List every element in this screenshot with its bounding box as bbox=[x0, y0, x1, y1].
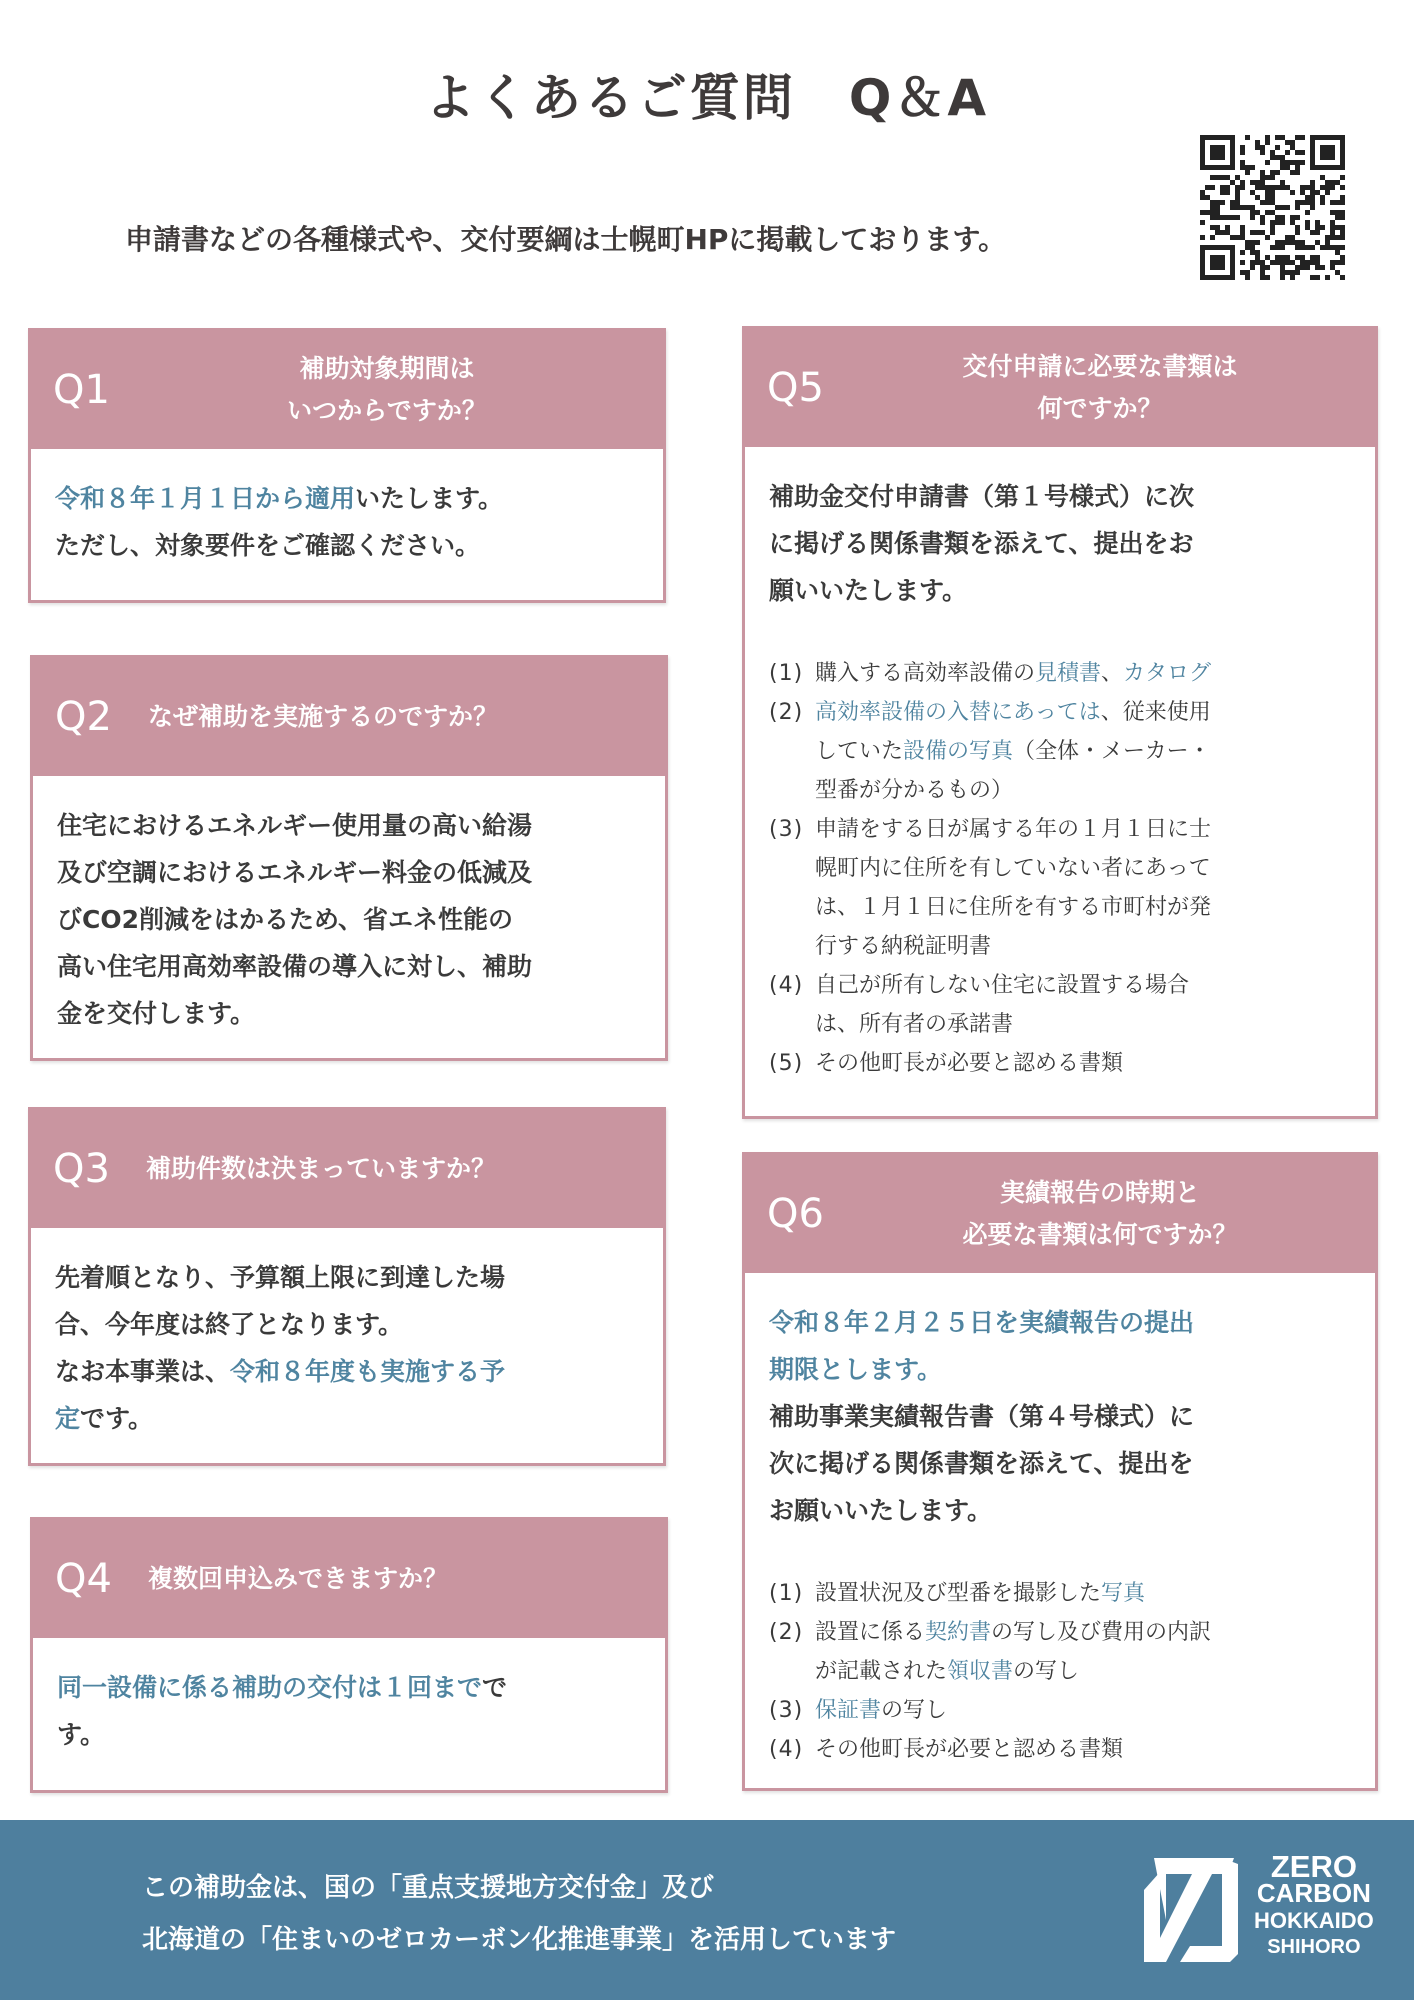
list-number: (2) bbox=[769, 700, 804, 725]
question-title-line: 補助件数は決まっていますか？ bbox=[146, 1154, 497, 1183]
list-segment: その他町長が必要と認める書類 bbox=[815, 1737, 1124, 1762]
highlight-text: 令和８年１月１日から適用 bbox=[55, 484, 356, 513]
answer-body bbox=[745, 447, 1375, 1083]
question-title-line: 複数回申込みできますか？ bbox=[148, 1564, 449, 1593]
answer-paragraph bbox=[55, 1348, 510, 1442]
list-number: (2) bbox=[769, 1620, 804, 1645]
z-logo-icon bbox=[1136, 1850, 1246, 1970]
subtitle: 申請書などの各種様式や、交付要綱は士幌町HPに掲載しております。 bbox=[125, 223, 1007, 256]
answer-body bbox=[31, 449, 663, 569]
answer-paragraph bbox=[769, 1299, 1204, 1393]
answer-text: 住宅におけるエネルギー使用量の高い給湯及び空調におけるエネルギー料金の低減及びCO2削減をはかるため、省エネ性能の高い住宅用高効率設備の導入に対し、補助金を交付します。 bbox=[57, 811, 533, 1028]
answer-text: 補助事業実績報告書（第４号様式）に次に掲げる関係書類を添えて、提出をお願いいたします。 bbox=[769, 1402, 1195, 1525]
question-number: Q6 bbox=[767, 1191, 824, 1237]
list-number: (1) bbox=[769, 661, 804, 686]
list-number: (3) bbox=[769, 1698, 804, 1723]
answer-paragraph bbox=[57, 802, 537, 1037]
list-item bbox=[769, 1691, 1375, 1730]
question-title-line: なぜ補助を実施するのですか？ bbox=[148, 702, 499, 731]
answer-text: です。 bbox=[80, 1404, 154, 1433]
list-text bbox=[815, 654, 1225, 693]
list-segment: 自己が所有しない住宅に設置する場合は、所有者の承諾書 bbox=[815, 973, 1190, 1037]
answer-text: なお本事業は、 bbox=[55, 1357, 231, 1386]
highlight-text: 同一設備に係る補助の交付は１回まで bbox=[57, 1673, 483, 1702]
question-title bbox=[855, 346, 1345, 430]
document-list bbox=[769, 1574, 1375, 1769]
answer-text: です。 bbox=[57, 1673, 508, 1749]
logo-word: CARBON bbox=[1256, 1878, 1371, 1908]
question-title-line: 実績報告の時期と bbox=[999, 1178, 1200, 1207]
answer-body bbox=[31, 1228, 663, 1442]
list-text bbox=[815, 966, 1225, 1044]
highlight-text: 高効率設備の入替にあっては bbox=[815, 700, 1101, 725]
faq-card-q4 bbox=[30, 1517, 668, 1793]
answer-text: 先着順となり、予算額上限に到達した場合、今年度は終了となります。 bbox=[55, 1263, 506, 1339]
faq-card-q2 bbox=[30, 655, 668, 1061]
list-item bbox=[769, 693, 1375, 810]
list-number: (4) bbox=[769, 1737, 804, 1762]
list-segment: の写し及び費用の内訳が記載された bbox=[815, 1620, 1212, 1684]
answer-paragraph bbox=[769, 473, 1204, 614]
question-title-line: 何ですか？ bbox=[1037, 394, 1163, 423]
list-item bbox=[769, 1613, 1375, 1691]
faq-card-q5 bbox=[742, 326, 1378, 1119]
logo-word: SHIHORO bbox=[1267, 1936, 1361, 1958]
list-segment: の写し bbox=[881, 1698, 948, 1723]
qr-code-icon bbox=[1200, 135, 1345, 280]
highlight-text: カタログ bbox=[1123, 661, 1212, 686]
question-title-line: 交付申請に必要な書類は bbox=[962, 352, 1238, 381]
list-item bbox=[769, 1730, 1375, 1769]
card-header bbox=[31, 331, 663, 449]
question-title bbox=[146, 1148, 633, 1190]
document-list bbox=[769, 654, 1375, 1083]
list-segment: 設置状況及び型番を撮影した bbox=[815, 1581, 1102, 1606]
card-header bbox=[745, 329, 1375, 447]
question-number: Q1 bbox=[53, 367, 110, 413]
list-segment: 申請をする日が属する年の１月１日に士幌町内に住所を有していない者にあっては、１月１日に住所を有する市町村が発行する納税証明書 bbox=[815, 817, 1212, 959]
question-title-line: 補助対象期間は bbox=[299, 354, 475, 383]
question-number: Q3 bbox=[53, 1146, 110, 1192]
question-title bbox=[148, 696, 635, 738]
list-segment: 、従来使用していた bbox=[815, 700, 1211, 764]
highlight-text: 見積書 bbox=[1035, 661, 1102, 686]
card-header bbox=[745, 1155, 1375, 1273]
list-text bbox=[815, 1613, 1225, 1691]
faq-card-q1 bbox=[28, 328, 666, 603]
highlight-text: 令和８年２月２５日を実績報告の提出期限とします。 bbox=[769, 1308, 1195, 1384]
list-item bbox=[769, 654, 1375, 693]
question-title-line: いつからですか？ bbox=[287, 396, 487, 425]
question-title bbox=[148, 1558, 635, 1600]
list-number: (1) bbox=[769, 1581, 804, 1606]
footer-line: 北海道の「住まいのゼロカーボン化推進事業」を活用しています bbox=[142, 1925, 897, 1955]
page-title: よくあるご質問 Q＆A bbox=[424, 69, 990, 127]
highlight-text: 契約書 bbox=[925, 1620, 992, 1645]
list-segment: 購入する高効率設備の bbox=[815, 661, 1036, 686]
faq-card-q6 bbox=[742, 1152, 1378, 1791]
zero-carbon-logo bbox=[1136, 1850, 1406, 1970]
footer-line: この補助金は、国の「重点支援地方交付金」及び bbox=[142, 1873, 715, 1903]
answer-text: 補助金交付申請書（第１号様式）に次に掲げる関係書類を添えて、提出をお願いいたします。 bbox=[769, 482, 1195, 605]
list-segment: の写し bbox=[1013, 1659, 1080, 1684]
list-text bbox=[815, 1574, 1225, 1613]
list-item bbox=[769, 966, 1375, 1044]
question-title bbox=[141, 348, 633, 432]
answer-body bbox=[33, 776, 665, 1037]
answer-paragraph bbox=[769, 1393, 1204, 1534]
list-text bbox=[815, 1691, 1225, 1730]
question-number: Q4 bbox=[55, 1556, 112, 1602]
highlight-text: 保証書 bbox=[815, 1698, 882, 1723]
list-number: (5) bbox=[769, 1051, 804, 1076]
list-text bbox=[815, 1044, 1225, 1083]
list-text bbox=[815, 1730, 1225, 1769]
logo-word: HOKKAIDO bbox=[1254, 1908, 1374, 1933]
answer-paragraph bbox=[55, 1254, 510, 1348]
list-text bbox=[815, 693, 1225, 810]
list-text bbox=[815, 810, 1225, 966]
question-title-line: 必要な書類は何ですか？ bbox=[962, 1220, 1238, 1249]
list-segment: 、 bbox=[1101, 661, 1124, 686]
card-header bbox=[31, 1110, 663, 1228]
list-segment: （全体・メーカー・型番が分かるもの） bbox=[815, 739, 1211, 803]
list-segment: 設置に係る bbox=[815, 1620, 926, 1645]
footer-text bbox=[142, 1862, 896, 1966]
list-segment: その他町長が必要と認める書類 bbox=[815, 1051, 1124, 1076]
card-header bbox=[33, 1520, 665, 1638]
logo-word: ZERO bbox=[1270, 1849, 1357, 1884]
highlight-text: 令和８年度も実施する予定 bbox=[55, 1357, 506, 1433]
list-number: (3) bbox=[769, 817, 804, 842]
answer-body bbox=[745, 1273, 1375, 1769]
answer-paragraph bbox=[55, 475, 515, 569]
answer-body bbox=[33, 1638, 665, 1758]
list-item bbox=[769, 1574, 1375, 1613]
highlight-text: 領収書 bbox=[947, 1659, 1014, 1684]
question-number: Q5 bbox=[767, 365, 824, 411]
faq-card-q3 bbox=[28, 1107, 666, 1466]
highlight-text: 写真 bbox=[1101, 1581, 1146, 1606]
highlight-text: 設備の写真 bbox=[903, 739, 1014, 764]
list-number: (4) bbox=[769, 973, 804, 998]
list-item bbox=[769, 810, 1375, 966]
card-header bbox=[33, 658, 665, 776]
question-title bbox=[855, 1172, 1345, 1256]
question-number: Q2 bbox=[55, 694, 112, 740]
answer-text: いたします。ただし、対象要件をご確認ください。 bbox=[55, 484, 504, 560]
list-item bbox=[769, 1044, 1375, 1083]
footer-banner bbox=[0, 1820, 1414, 2000]
answer-paragraph bbox=[57, 1664, 537, 1758]
